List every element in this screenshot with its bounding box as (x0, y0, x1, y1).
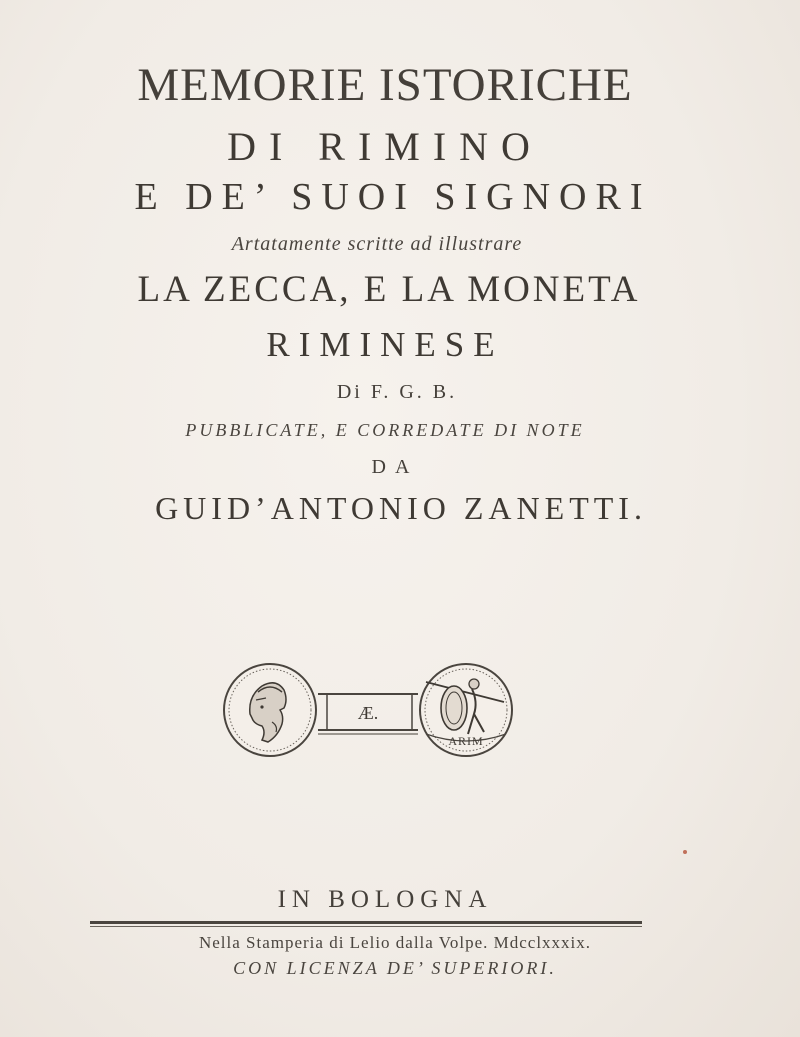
paper-spot (683, 850, 687, 854)
imprint-city: IN BOLOGNA (277, 886, 493, 913)
imprint-printer: Nella Stamperia di Lelio dalla Volpe. Mdcclxxxix. (198, 933, 592, 952)
title-line-memorie: MEMORIE ISTORICHE (137, 59, 633, 111)
coin-warrior-icon (420, 664, 512, 756)
editor-line: GUID’ANTONIO ZANETTI. (155, 490, 647, 526)
coin-legend: ARIM (448, 734, 484, 748)
published-line: PUBBLICATE, E CORREDATE DI NOTE (185, 420, 585, 440)
title-line-signori: E DE’ SUOI SIGNORI (134, 176, 652, 218)
title-line-riminese: RIMINESE (266, 325, 504, 364)
coin-vignette (222, 652, 522, 762)
imprint-license: CON LICENZA DE’ SUPERIORI. (233, 958, 557, 978)
title-line-rimino: DI RIMINO (227, 124, 543, 169)
coin-head-icon (224, 664, 316, 756)
imprint-rule (90, 921, 642, 927)
title-line-zecca: LA ZECCA, E LA MONETA (137, 269, 641, 310)
by-line: DA (371, 456, 419, 478)
vignette-center-label: Æ. (357, 703, 379, 723)
subtitle-italic: Artatamente scritte ad illustrare (231, 233, 523, 255)
author-line: Di F. G. B. (336, 381, 458, 403)
